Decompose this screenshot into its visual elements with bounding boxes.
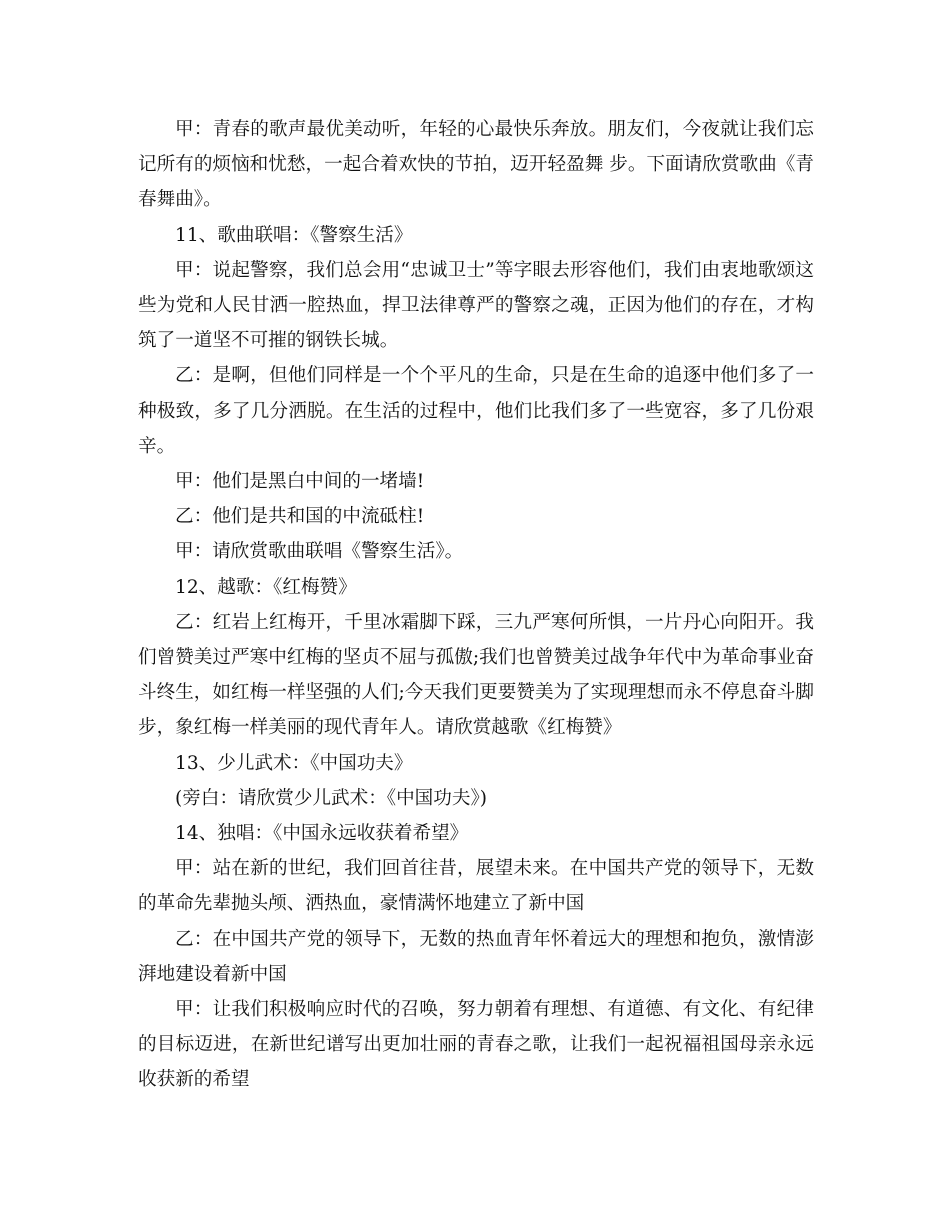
paragraph-call-of-era: 甲：让我们积极响应时代的召唤，努力朝着有理想、有道德、有文化、有纪律的目标迈进，在新世纪谱写出更加壮丽的青春之歌，让我们一起祝福祖国母亲永远收获新的希望 (138, 999, 814, 1091)
paragraph-narration: (旁白：请欣赏少儿武术：《中国功夫》) (175, 787, 488, 809)
paragraph-intro-youth-dance: 甲：青春的歌声最优美动听，年轻的心最快乐奔放。朋友们，今夜就让我们忘记所有的烦恼和忧愁，一起合着欢快的节拍，迈开轻盈舞 步。下面请欣赏歌曲《青春舞曲》。 (138, 119, 814, 211)
paragraph-new-century: 甲：站在新的世纪，我们回首往昔，展望未来。在中国共产党的领导下，无数的革命先辈抛头颅、洒热血，豪情满怀地建立了新中国 (138, 858, 814, 915)
program-item-11: 11、歌曲联唱：《警察生活》 (175, 224, 413, 246)
paragraph-pillar: 乙：他们是共和国的中流砥柱! (175, 506, 425, 528)
paragraph-red-plum: 乙：红岩上红梅开，千里冰霜脚下踩，三九严寒何所惧，一片丹心向阳开。我们曾赞美过严寒中红梅的坚贞不屈与孤傲;我们也曾赞美过战争年代中为革命事业奋斗终生，如红梅一样坚强的人们;今天我们更要赞美为了实现理想而永不停息奋斗脚步，象红梅一样美丽的现代青年人。请欣赏越歌《红梅赞》 (138, 611, 814, 739)
program-item-13: 13、少儿武术：《中国功夫》 (175, 752, 413, 774)
program-item-14: 14、独唱：《中国永远收获着希望》 (175, 823, 469, 845)
paragraph-black-white-wall: 甲：他们是黑白中间的一堵墙! (175, 471, 425, 493)
paragraph-build-china: 乙：在中国共产党的领导下，无数的热血青年怀着远大的理想和抱负，激情澎湃地建设着新中国 (138, 928, 814, 985)
paragraph-police-song: 甲：请欣赏歌曲联唱《警察生活》。 (175, 541, 464, 563)
paragraph-police-reply: 乙：是啊，但他们同样是一个个平凡的生命，只是在生命的追逐中他们多了一种极致，多了几分洒脱。在生活的过程中，他们比我们多了一些宽容，多了几份艰辛。 (138, 365, 814, 457)
paragraph-police-intro: 甲：说起警察，我们总会用“忠诚卫士”等字眼去形容他们，我们由衷地歌颂这些为党和人民甘洒一腔热血，捍卫法律尊严的警察之魂，正因为他们的存在，才构筑了一道坚不可摧的钢铁长城。 (138, 259, 814, 352)
document-page (138, 112, 814, 1098)
program-item-12: 12、越歌：《红梅赞》 (175, 576, 357, 598)
